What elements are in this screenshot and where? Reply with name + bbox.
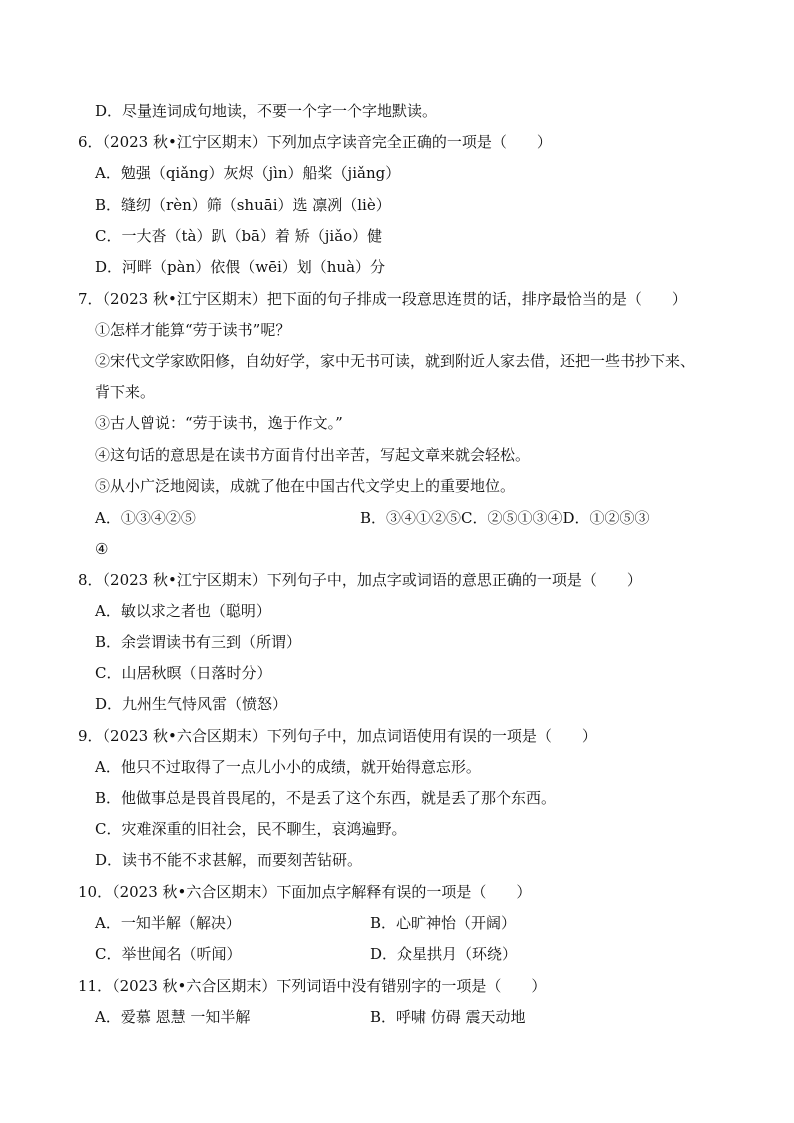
q7-sentence-2: ②宋代文学家欧阳修，自幼好学，家中无书可读，就到附近人家去借，还把一些书抄下来、 bbox=[95, 352, 696, 370]
q10-option-c: C．举世闻名（听闻） bbox=[95, 945, 242, 963]
q11-option-a: A．爱慕 恩慧 一知半解 bbox=[95, 1008, 251, 1026]
q7-sentence-3: ③古人曾说：“劳于读书，逸于作文。” bbox=[95, 414, 343, 432]
q6-option-a: A．勉强（qiǎng）灰烬（jìn）船桨（jiǎng） bbox=[95, 164, 401, 182]
q8-option-a: A．敏以求之者也（聪明） bbox=[95, 602, 271, 620]
q6-option-b: B．缝纫（rèn）筛（shuāi）选 凛冽（liè） bbox=[95, 196, 391, 214]
q6-stem: 6．（2023 秋•江宁区期末）下列加点字读音完全正确的一项是（ ） bbox=[78, 133, 552, 151]
q8-option-d: D．九州生气恃风雷（愤怒） bbox=[95, 695, 288, 713]
q7-sentence-1: ①怎样才能算“劳于读书”呢？ bbox=[95, 321, 291, 339]
q10-option-d: D．众星拱月（环绕） bbox=[370, 945, 518, 963]
q9-option-b: B．他做事总是畏首畏尾的，不是丢了这个东西，就是丢了那个东西。 bbox=[95, 789, 557, 807]
q7-sentence-2-cont: 背下来。 bbox=[95, 383, 156, 401]
q7-option-a: A．①③④②⑤ bbox=[95, 509, 196, 527]
q6-option-c: C．一大沓（tà）趴（bā）着 矫（jiǎo）健 bbox=[95, 227, 383, 245]
q7-stem: 7．（2023 秋•江宁区期末）把下面的句子排成一段意思连贯的话，排序最恰当的是（ ） bbox=[78, 290, 687, 308]
q8-option-c: C．山居秋暝（日落时分） bbox=[95, 664, 272, 682]
q7-option-wrap: ④ bbox=[95, 540, 109, 558]
q9-option-a: A．他只不过取得了一点儿小小的成绩，就开始得意忘形。 bbox=[95, 758, 481, 776]
q9-option-d: D．读书不能不求甚解，而要刻苦钻研。 bbox=[95, 851, 363, 869]
q8-option-b: B．余尝谓读书有三到（所谓） bbox=[95, 633, 302, 651]
q7-options-bcd: B．③④①②⑤C．②⑤①③④D．①②⑤③ bbox=[360, 509, 650, 527]
q10-option-a: A．一知半解（解决） bbox=[95, 914, 241, 932]
q9-stem: 9．（2023 秋•六合区期末）下列句子中，加点词语使用有误的一项是（ ） bbox=[78, 727, 597, 745]
q6-option-d: D．河畔（pàn）依偎（wēi）划（huà）分 bbox=[95, 258, 386, 276]
q5-option-d: D．尽量连词成句地读，不要一个字一个字地默读。 bbox=[95, 102, 438, 120]
q7-sentence-5: ⑤从小广泛地阅读，成就了他在中国古代文学史上的重要地位。 bbox=[95, 477, 516, 495]
q11-option-b: B．呼啸 仿碍 震天动地 bbox=[370, 1008, 526, 1026]
q8-stem: 8．（2023 秋•江宁区期末）下列句子中，加点字或词语的意思正确的一项是（ ） bbox=[78, 571, 642, 589]
q11-stem: 11．（2023 秋•六合区期末）下列词语中没有错别字的一项是（ ） bbox=[78, 977, 547, 995]
q9-option-c: C．灾难深重的旧社会，民不聊生，哀鸿遍野。 bbox=[95, 820, 407, 838]
q10-option-b: B．心旷神怡（开阔） bbox=[370, 914, 517, 932]
q7-sentence-4: ④这句话的意思是在读书方面肯付出辛苦，写起文章来就会轻松。 bbox=[95, 446, 531, 464]
q10-stem: 10．（2023 秋•六合区期末）下面加点字解释有误的一项是（ ） bbox=[78, 883, 532, 901]
